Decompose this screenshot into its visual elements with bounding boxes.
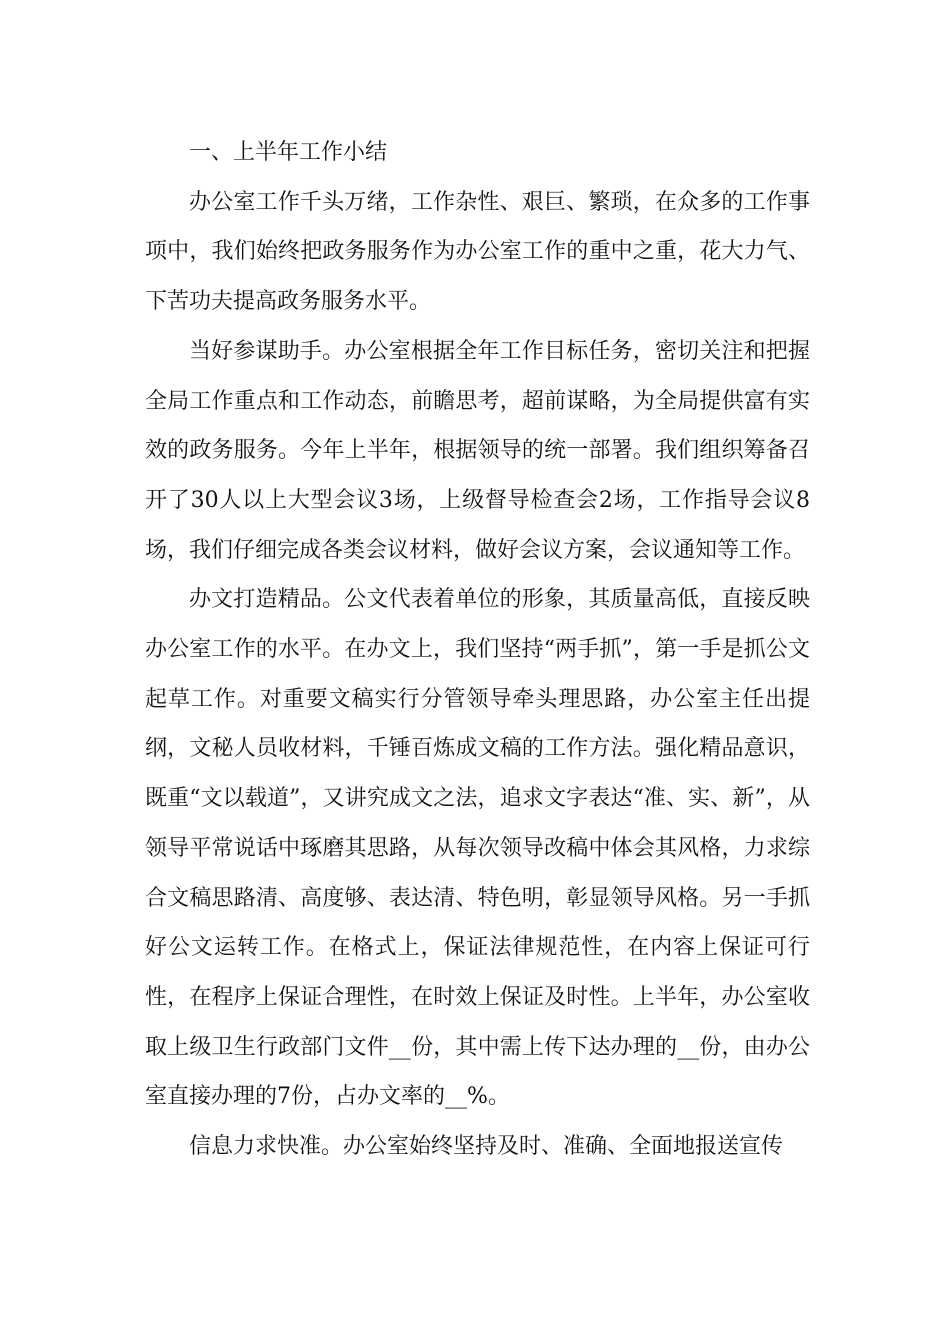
paragraph-information: 信息力求快准。办公室始终坚持及时、准确、全面地报送宣传 bbox=[189, 1134, 784, 1160]
section-heading: 一、上半年工作小结 bbox=[189, 140, 388, 165]
document-body bbox=[145, 128, 810, 1172]
paragraph-advisory: 当好参谋助手。办公室根据全年工作目标任务，密切关注和把握全局工作重点和工作动态，前瞻思考，超前谋略，为全局提供富有实效的政务服务。今年上半年，根据领导的统一部署。我们组织筹备召开了30人以上大型会议3场，上级督导检查会2场，工作指导会议8场，我们仔细完成各类会议材料，做好会议方案，会议通知等工作。 bbox=[145, 338, 810, 563]
paragraph-documents: 办文打造精品。公文代表着单位的形象，其质量高低，直接反映办公室工作的水平。在办文上，我们坚持“两手抓”，第一手是抓公文起草工作。对重要文稿实行分管领导牵头理思路，办公室主任出提纲，文秘人员收材料，千锤百炼成文稿的工作方法。强化精品意识，既重“文以载道”，又讲究成文之法，追求文字表达“准、实、新”，从领导平常说话中琢磨其思路，从每次领导改稿中体会其风格，力求综合文稿思路清、高度够、表达清、特色明，彰显领导风格。另一手抓好公文运转工作。在格式上，保证法律规范性，在内容上保证可行性，在程序上保证合理性，在时效上保证及时性。上半年，办公室收取上级卫生行政部门文件__份，其中需上传下达办理的__份，由办公室直接办理的7份，占办文率的__%。 bbox=[145, 587, 810, 1110]
paragraph-intro: 办公室工作千头万绪，工作杂性、艰巨、繁琐，在众多的工作事项中，我们始终把政务服务作为办公室工作的重中之重，花大力气、下苦功夫提高政务服务水平。 bbox=[145, 189, 810, 315]
